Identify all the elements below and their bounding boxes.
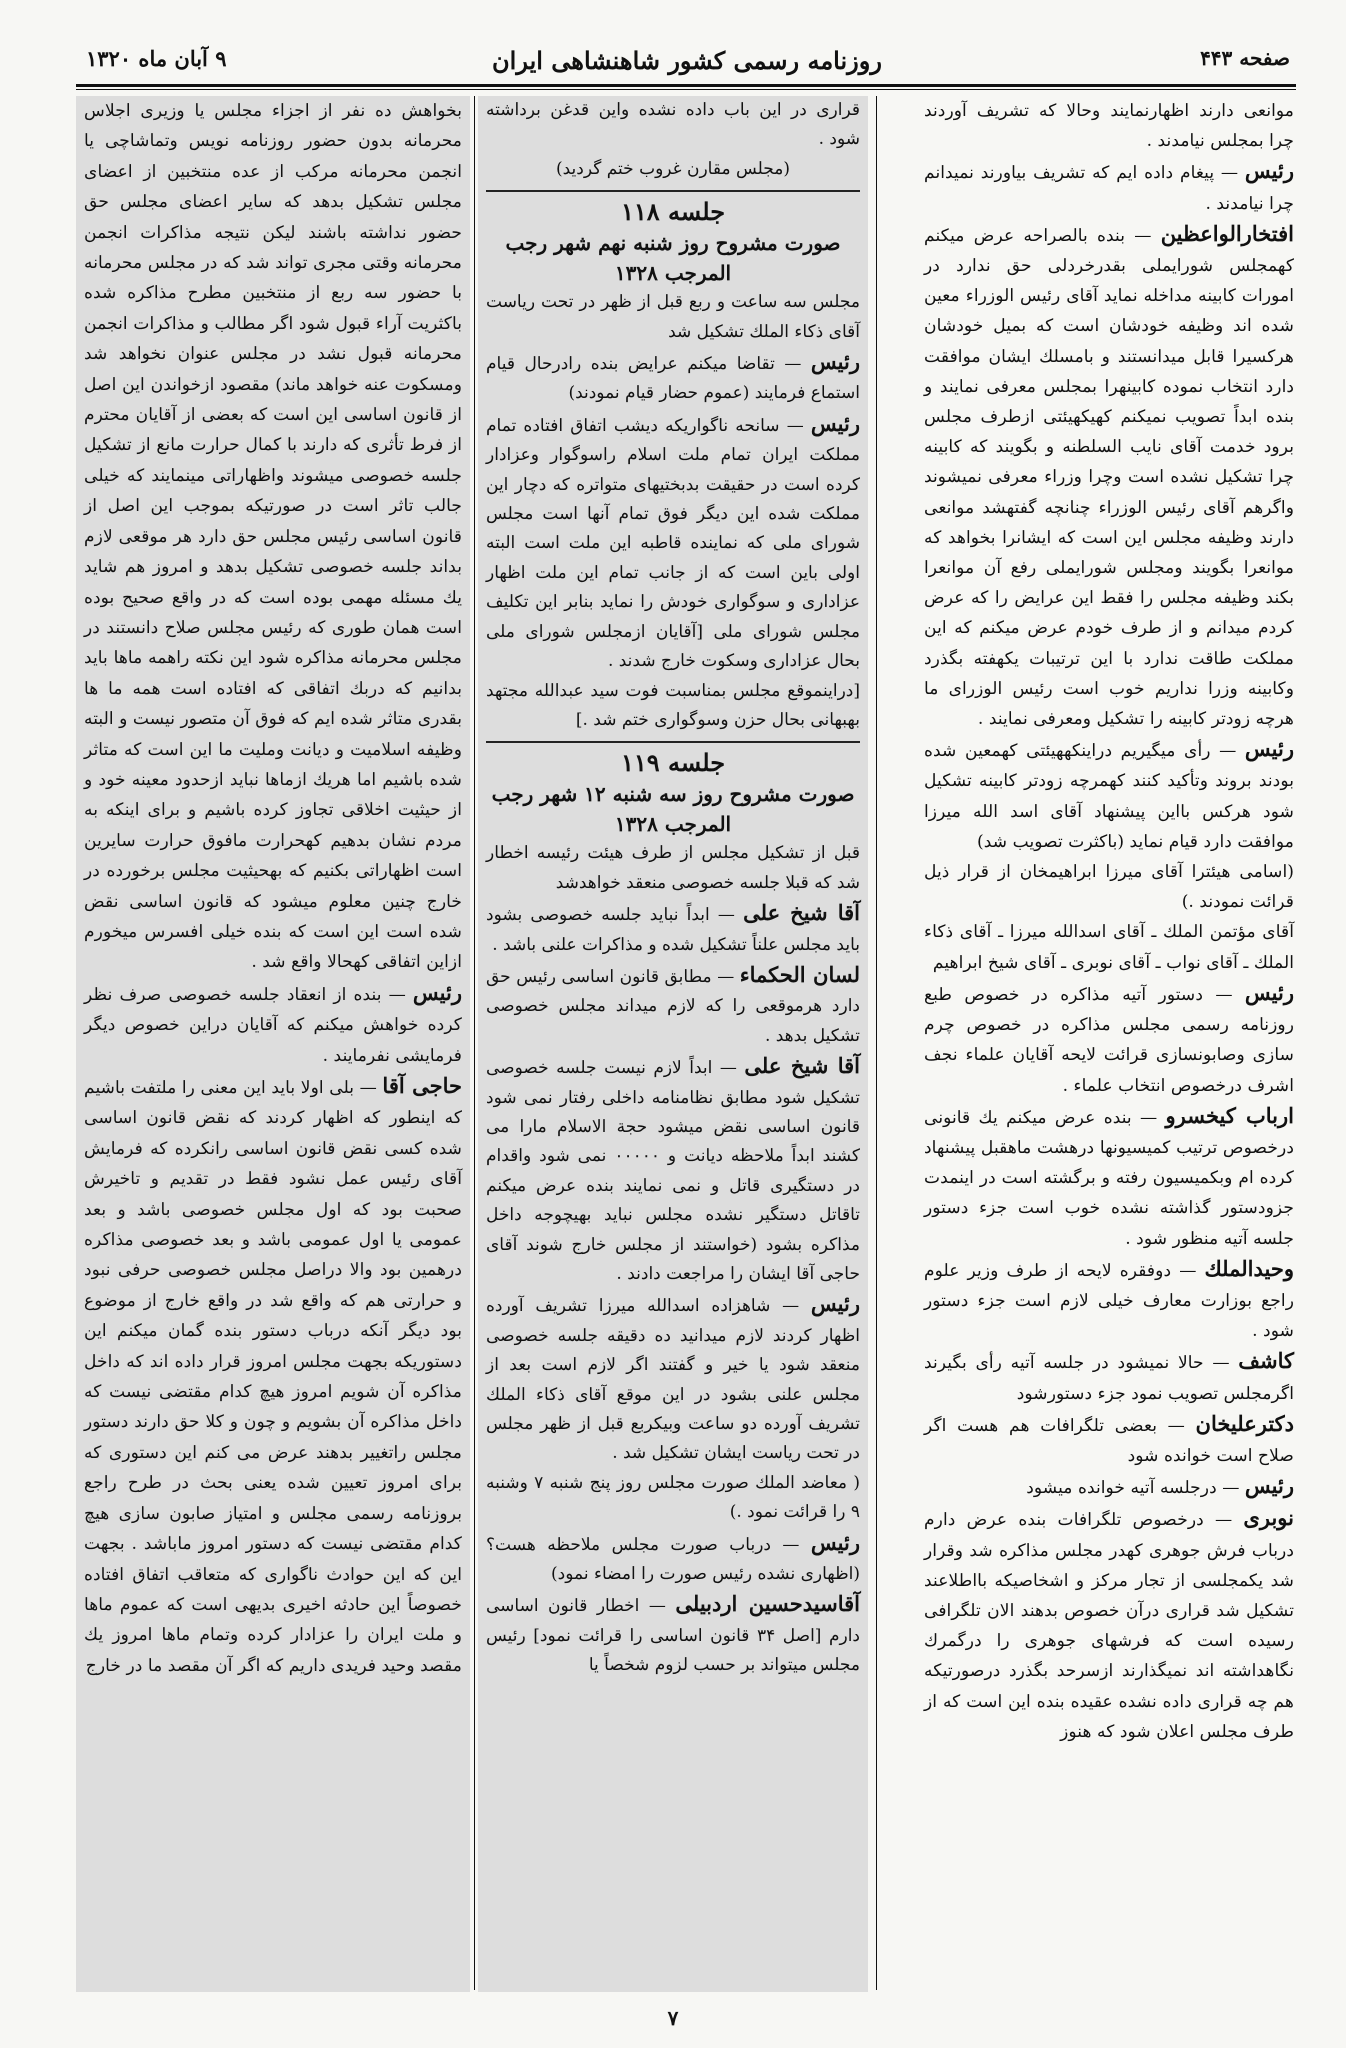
issue-date: ۹ آبان ماه ۱۳۲۰ bbox=[86, 46, 227, 71]
speech-dash: — bbox=[381, 984, 413, 1005]
speech-dash: — bbox=[1203, 1510, 1244, 1531]
speaker-name: لسان الحکماء bbox=[739, 961, 860, 987]
speaker-name: رئیس bbox=[810, 349, 860, 375]
text-paragraph: ( معاضد الملك صورت مجلس روز پنج شنبه ۷ وشنبه ۹ را قرائت نمود .) bbox=[486, 1472, 861, 1523]
speech-paragraph bbox=[478, 347, 868, 409]
session-title: جلسه ۱۱۹ bbox=[620, 748, 726, 778]
speech-paragraph bbox=[916, 219, 1302, 734]
speech-paragraph bbox=[916, 1346, 1302, 1408]
speech-dash: — bbox=[779, 415, 811, 436]
speech-paragraph bbox=[478, 409, 868, 677]
speaker-name: افتخارالواعظین bbox=[1160, 220, 1294, 246]
speech-text: ابداً لازم نیست جلسه خصوصی تشکیل شود مطابق نظامنامه داخلی رفتار نمی شود قانون اساسی نقض میشود حجة الاسلام مارا می کشند ابداً ملاحظه دیانت و ۰۰۰۰۰ نمی شود واقدام در دستگیری قاتل و نمی نمایند بنده عرض میکنم تاقاتل دستگیر نشده مجلس نباید بهیچوجه داخل مذاکره بشود (خواستند از مجلس خارج شوند آقای حاجی آقا ایشان را مراجعت دادند . bbox=[486, 1058, 860, 1284]
speaker-name: آقا شیخ علی bbox=[744, 1053, 860, 1079]
text-paragraph: موانعی دارند اظهارنمایند وحالا که تشریف آوردند چرا بمجلس نیامدند . bbox=[924, 101, 1294, 152]
text-paragraph: آقای مؤتمن الملك ـ آقای اسدالله میرزا ـ آقای ذکاء الملك ـ آقای نواب ـ آقای نوبری ـ آقای شیخ ابراهیم bbox=[924, 922, 1294, 973]
speech-text: مطابق قانون اساسی رئیس حق دارد هرموقعی را که لازم میداند مجلس خصوصی تشکیل بدهد . bbox=[486, 966, 860, 1046]
speech-dash: — bbox=[1203, 1353, 1239, 1374]
speech-text: بنده از انعقاد جلسه خصوصی صرف نظر کرده خواهش میکنم که آقایان دراین خصوص دیگر فرمایشی نفرمایند . bbox=[84, 984, 462, 1066]
speech-text: شاهزاده اسدالله میرزا تشریف آورده اظهار کردند لازم میدانید ده دقیقه جلسه خصوصی منعقد شود یا خیر و گفتند اگر لازم است بعد از مجلس علنی بشود در این موقع آقای ذکاء الملك تشریف آورده دو ساعت وبیکربع قبل از ظهر مجلس در تحت ریاست ایشان تشکیل شد . bbox=[486, 1296, 860, 1464]
speech-text: بعضی تلگرافات هم هست اگر صلاح است خوانده شود bbox=[924, 1415, 1294, 1466]
text-paragraph: قبل از تشکیل مجلس از طرف هیئت رئیسه اخطار شد که قبلا جلسه خصوصی منعقد خواهدشد bbox=[486, 843, 860, 893]
speaker-name: آقاسیدحسین اردبیلی bbox=[675, 1591, 860, 1617]
text-paragraph: [دراینموقع مجلس بمناسبت فوت سید عبدالله مجتهد بهبهانی بحال حزن وسوگواری ختم شد .] bbox=[486, 680, 860, 730]
speech-paragraph bbox=[916, 1471, 1302, 1503]
speech-paragraph bbox=[478, 1589, 868, 1680]
speech-paragraph bbox=[916, 734, 1302, 857]
speech-text: بنده عرض میکنم یك قانونی درخصوص ترتیب کمیسیونها درهشت ماهقبل پیشنهاد کرده ام وبکمیسیون رفته و برگشته است در اینمدت جزودستور گذاشته نشده خوب است جزء دستور جلسه آتیه منظور شود . bbox=[924, 1107, 1294, 1249]
speech-dash: — bbox=[639, 1596, 676, 1617]
speaker-name: کاشف bbox=[1238, 1348, 1294, 1374]
speech-dash: — bbox=[1216, 1478, 1245, 1499]
speech-paragraph bbox=[478, 898, 868, 960]
speaker-name: رئیس bbox=[810, 1291, 860, 1317]
speech-paragraph bbox=[478, 1051, 868, 1289]
session-divider bbox=[486, 741, 860, 743]
newspaper-title: روزنامه رسمی کشور شاهنشاهی ایران bbox=[492, 46, 882, 75]
speaker-name: رئیس bbox=[1244, 979, 1294, 1005]
speech-paragraph bbox=[76, 1071, 470, 1681]
speech-dash: — bbox=[354, 1078, 383, 1098]
speech-dash: — bbox=[712, 1058, 745, 1079]
text-paragraph: مجلس سه ساعت و ربع قبل از ظهر در تحت ریاست آقای ذکاء الملك تشکیل شد bbox=[486, 292, 860, 342]
speech-dash: — bbox=[770, 1296, 811, 1317]
header-rule bbox=[76, 84, 1296, 87]
session-title: جلسه ۱۱۸ bbox=[620, 197, 726, 227]
speech-paragraph bbox=[478, 1289, 868, 1468]
speaker-name: آقا شیخ علی bbox=[743, 900, 861, 926]
right-column bbox=[916, 96, 1302, 1992]
speech-text: رأی میگیریم دراینکههیئتی کهمعین شده بودند بروند وتأکید کنند کهمرچه زودتر کابینه تشکیل شود هرکس بااین پیشنهاد آقای اسد الله میرزا موافقت دارد قیام نماید (باکثرت تصویب شد) bbox=[924, 741, 1294, 852]
speech-text: حالا نمیشود در جلسه آتیه رأی بگیرند اگرمجلس تصویب نمود جزء دستورشود bbox=[924, 1353, 1294, 1404]
speech-text: بنده بالصراحه عرض میکنم کهمجلس شورایملی بقدرخردلی حق ندارد در امورات کابینه مداخله نماید آقای رئیس الوزراء معین شده اند وظیفه خودشان است که بمیل خودشان هرکسیرا قابل میدانستند و بامسلك ایشان موافقت دارد انتخاب نموده کابینهرا بمجلس معرفی نمایند و بنده ابداً تصویب نمیکنم کهیکهیئتی ازطرف مجلس برود خدمت آقای نایب السلطنه و بگویند که کابینه چرا تشکیل نشده است وچرا وزراء معرفی نمیشوند واگرهم آقای رئیس الوزراء چنانچه گفتهشد موانعی دارند وظیفه مجلس این است که ایشانرا بخواهد که موانعرا بگویند ومجلس شورایملی رفع آن موانعرا بکند وظیفه مجلس را فقط این عرایض را که عرض کردم میدانم و از طرف خودم عرض میکنم که این مملکت طاقت ندارد با این ترتیبات یکهفته بگذرد وکابینه وزرا نداریم خوب است رئیس الوزرای ما هرچه زودتر کابینه را تشکیل ومعرفی نمایند . bbox=[924, 225, 1294, 730]
column-divider-left bbox=[474, 96, 475, 1990]
speech-dash: — bbox=[1157, 1415, 1196, 1436]
speech-dash: — bbox=[770, 1534, 811, 1555]
page-header bbox=[78, 40, 1296, 86]
speaker-name: رئیس bbox=[1244, 158, 1294, 184]
speech-dash: — bbox=[1125, 225, 1161, 246]
page-number-label: صفحه ۴۴۳ bbox=[1200, 46, 1290, 70]
page-footer-number: ۷ bbox=[667, 2006, 679, 2030]
speech-text: بلی اولا باید این معنی را ملتفت باشیم که اینطور که اظهار کردند که نقض قانون اساسی شده کسی نقض قانون اساسی رانکرده که فرمایش آقای رئیس عمل نشود فقط در تقدیم و تاخیرش صحبت بود که اول مجلس خصوصی باشد و بعد عمومی یا اول عمومی باشد و بعد خصوصی مذاکره درهمین بود والا دراصل مجلس خصوصی حرفی نبود و حرارتی هم که واقع شد در واقع خارج از موضوع بود دیگر آنکه درباب دستور بنده گمان میکنم این دستوریکه بجهت مجلس امروز قرار داده اند که داخل مذاکره آن شویم امروز هیچ کدام مقتضی نیست که داخل مذاکره آن بشویم و چون و کلا حق دارند دستور مجلس راتغییر بدهند عرض می کنم این دستوری که برای امروز تعیین شده یعنی بحث در طرح راجع بروزنامه رسمی مجلس و امتیاز صابون سازی هیچ کدام مقتضی نیست که دستور امروز ماباشد . بجهت این که این حوادث ناگواری که متعاقب اتفاق افتاده خصوصاً این حادثه اخیری بدیهی است که عموم ماها و ملت ایران را عزادار کرده وتمام ماها امروز یك مقصد وحید فریدی داریم که اگر آن مقصد ما در خارج bbox=[84, 1078, 462, 1676]
speech-dash: — bbox=[1214, 163, 1245, 184]
speech-paragraph bbox=[916, 978, 1302, 1101]
speech-dash: — bbox=[711, 966, 740, 987]
speech-text: دستور آتیه مذاکره در خصوص طبع روزنامه رسمی مجلس مذاکره در خصوص چرم سازی وصابونسازی قرائت لایحه آقایان علماء نجف اشرف درخصوص انتخاب علماء . bbox=[924, 984, 1294, 1096]
speech-paragraph bbox=[916, 1101, 1302, 1254]
speaker-name: رئیس bbox=[1244, 1473, 1294, 1499]
speaker-name: حاجی آقا bbox=[382, 1073, 462, 1098]
speech-paragraph bbox=[76, 978, 470, 1071]
session-subtitle: صورت مشروح روز سه شنبه ۱۲ شهر رجب المرجب ۱۳۲۸ bbox=[491, 782, 855, 837]
speech-paragraph bbox=[478, 960, 868, 1051]
speaker-name: رئیس bbox=[412, 979, 462, 1005]
left-column bbox=[76, 96, 470, 1992]
speech-dash: — bbox=[1171, 1260, 1205, 1281]
speaker-name: رئیس bbox=[1244, 736, 1294, 762]
speech-text: دوفقره لایحه از طرف وزیر علوم راجع بوزارت معارف خیلی لازم است جزء دستور شود . bbox=[924, 1260, 1294, 1342]
speaker-name: رئیس bbox=[810, 410, 860, 436]
speech-paragraph bbox=[916, 1254, 1302, 1347]
speech-text: درباب صورت مجلس ملاحظه هست؟ (اظهاری نشده رئیس صورت را امضاء نمود) bbox=[486, 1534, 860, 1585]
session-note: (مجلس مقارن غروب ختم گردید) bbox=[556, 158, 790, 179]
speaker-name: رئیس bbox=[810, 1529, 860, 1555]
speaker-name: نوبری bbox=[1243, 1505, 1294, 1531]
speech-dash: — bbox=[774, 354, 811, 375]
speech-text: درخصوص تلگرافات بنده عرض دارم درباب فرش جوهری کهدر مجلس مذاکره شد وقرار شد یکمجلسی از تجار مرکز و اشخاصیکه بااطلاعند تشکیل شد قراری درآن خصوص بدهند الان تلگرافی رسیده است که فرشهای جوهری را درگمرك نگاهداشته اند نمیگذارند ازسرحد بگذرد درصورتیکه هم چه قراری داده نشده عقیده بنده این است که از طرف مجلس اعلان شود که هنوز bbox=[924, 1510, 1294, 1742]
speech-paragraph bbox=[478, 1528, 868, 1590]
speaker-name: ارباب کیخسرو bbox=[1165, 1102, 1295, 1128]
session-subtitle: صورت مشروح روز شنبه نهم شهر رجب المرجب ۱۳۲۸ bbox=[505, 231, 841, 286]
speech-dash: — bbox=[1131, 1107, 1166, 1128]
speech-dash: — bbox=[1210, 741, 1245, 762]
middle-column bbox=[478, 96, 868, 1992]
speech-paragraph bbox=[916, 1503, 1302, 1747]
speech-text: پیغام داده ایم که تشریف بیاورند نمیدانم چرا نیامدند . bbox=[924, 163, 1294, 214]
speaker-name: دکترعلیخان bbox=[1195, 1410, 1294, 1436]
column-divider-right bbox=[876, 96, 877, 1990]
speech-text: تقاضا میکنم عرایض بنده رادرحال قیام استماع فرمایند (عموم حضار قیام نمودند) bbox=[486, 354, 860, 404]
speech-text: ابداً نباید جلسه خصوصی بشود باید مجلس علناً تشکیل شده و مذاکرات علنی باشد . bbox=[486, 905, 860, 955]
speech-text: درجلسه آتیه خوانده میشود bbox=[1026, 1478, 1217, 1499]
session-divider bbox=[486, 190, 860, 192]
text-paragraph: قراری در این باب داده نشده واین قدغن برداشته شود . bbox=[486, 100, 860, 150]
text-paragraph: (اسامی هیئترا آقای میرزا ابراهیمخان از قرار ذیل قرائت نمودند .) bbox=[924, 862, 1294, 913]
speech-text: سانحه ناگواریکه دیشب اتفاق افتاده تمام مملکت ایران تمام ملت اسلام راسوگوار وعزادار کرده است در حقیقت بدبختیهای متواتره که دچار این مملکت شده این دیگر فوق تمام آنها است مجلس شورای ملی که نماینده قاطبه این ملت است البته اولی باین است که از جانب تمام این ملت اظهار عزاداری و سوگواری خودش را نماید بنابر این تکلیف مجلس شورای ملی [آقایان ازمجلس شورای ملی بحال عزاداری وسکوت خارج شدند . bbox=[486, 415, 860, 672]
text-paragraph: بخواهش ده نفر از اجزاء مجلس یا وزیری اجلاس محرمانه بدون حضور روزنامه نویس وتماشاچی یا انجمن محرمانه مرکب از عده منتخبین از اعضای مجلس تشکیل بدهد که سایر اعضای مجلس حق حضور نداشته باشند لیکن نتیجه مذاکرات انجمن محرمانه وقتی مجری تواند شد که در مجلس محرمانه با حضور سه ربع از منتخبین مطرح مذاکره شده باکثریت آراء قبول شود اگر مطالب و مذاکرات انجمن محرمانه قبول نشد در مجلس عنوان نخواهد شد ومسکوت عنه خواهد ماند) مقصود ازخواندن این اصل از قانون اساسی این است که بعضی از آقایان محترم از فرط تأثری که دارند با کمال حرارت مانع از تشکیل جلسه خصوصی میشوند واظهاراتی مینمایند که خیلی جالب تاثر است در صورتیکه بموجب این اصل از قانون اساسی رئیس مجلس حق دارد هر موقعی لازم بداند جلسه خصوصی تشکیل بدهد و امروز هم شاید یك مسئله مهمی بوده است که در واقع صحیح بوده است همان طوری که رئیس مجلس صلاح دانستند در مجلس محرمانه مذاکره شود این نکته راهمه ماها باید بدانیم که دربك اتفاقی که افتاده است همه ما ها بقدری متاثر شده ایم که فوق آن متصور نیست و البته وظیفه اسلامیت و دیانت وملیت ما این است که متاثر شده باشیم اما هریك ازماها نباید ازحدود معینه خود و از حیثیت اخلاقی تجاوز کرده باشیم و برای اینکه به مردم نشان بدهیم کهحرارت مافوق حرارت سایرین است اظهاراتی بکنیم که بهحیثیت مجلس برخورده در خارج چنین معلوم میشود که قانون اساسی نقض شده است این است که بنده خیلی افسرس میخورم ازاین اتفاقی کهحالا واقع شد . bbox=[84, 101, 462, 973]
speaker-name: وحیدالملك bbox=[1204, 1255, 1294, 1281]
speech-dash: — bbox=[709, 905, 744, 926]
header-rule-thin bbox=[76, 89, 1296, 90]
speech-dash: — bbox=[1202, 984, 1245, 1005]
speech-paragraph bbox=[916, 156, 1302, 218]
speech-paragraph bbox=[916, 1409, 1302, 1471]
speech-text: اخطار قانون اساسی دارم [اصل ۳۴ قانون اساسی را قرائت نمود] رئیس مجلس میتواند بر حسب لزوم شخصاً یا bbox=[486, 1596, 860, 1676]
